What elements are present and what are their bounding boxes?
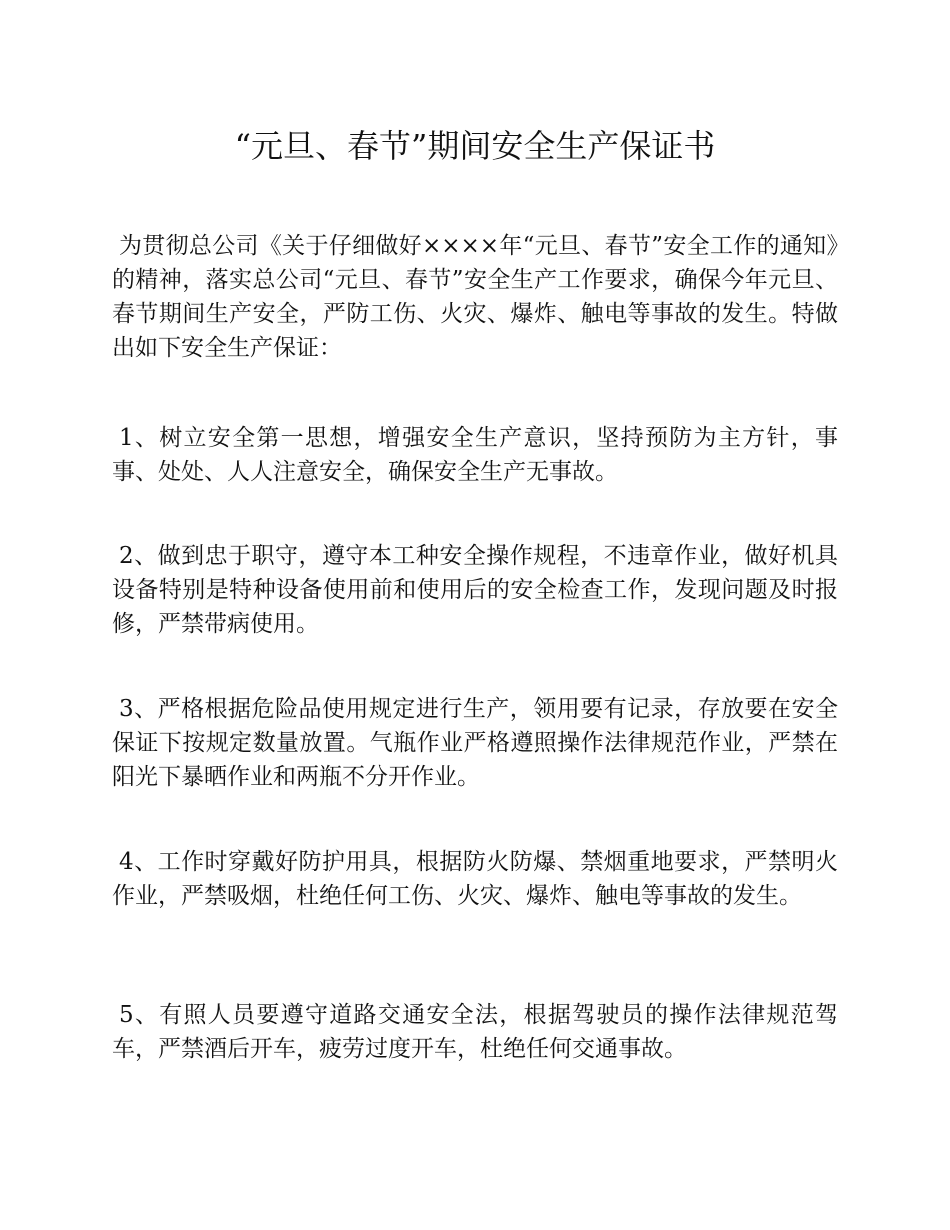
guarantee-item-1: 1、树立安全第一思想，增强安全生产意识，坚持预防为主方针，事事、处处、人人注意安全，确保安全生产无事故。 [112, 425, 838, 485]
intro-paragraph: 为贯彻总公司《关于仔细做好××××年“元旦、春节”安全工作的通知》的精神，落实总公司“元旦、春节”安全生产工作要求，确保今年元旦、春节期间生产安全，严防工伤、火灾、爆炸、触电等事故的发生。特做出如下安全生产保证： [112, 233, 838, 361]
guarantee-item-5: 5、有照人员要遵守道路交通安全法，根据驾驶员的操作法律规范驾车，严禁酒后开车，疲劳过度开车，杜绝任何交通事故。 [112, 1002, 838, 1062]
guarantee-item-2: 2、做到忠于职守，遵守本工种安全操作规程，不违章作业，做好机具设备特别是特种设备使用前和使用后的安全检查工作，发现问题及时报修，严禁带病使用。 [112, 543, 838, 637]
guarantee-item-4: 4、工作时穿戴好防护用具，根据防火防爆、禁烟重地要求，严禁明火作业，严禁吸烟，杜绝任何工伤、火灾、爆炸、触电等事故的发生。 [112, 849, 838, 909]
guarantee-item-3: 3、严格根据危险品使用规定进行生产，领用要有记录，存放要在安全保证下按规定数量放置。气瓶作业严格遵照操作法律规范作业，严禁在阳光下暴晒作业和两瓶不分开作业。 [112, 696, 838, 790]
document-title: “元旦、春节”期间安全生产保证书 [234, 127, 716, 165]
